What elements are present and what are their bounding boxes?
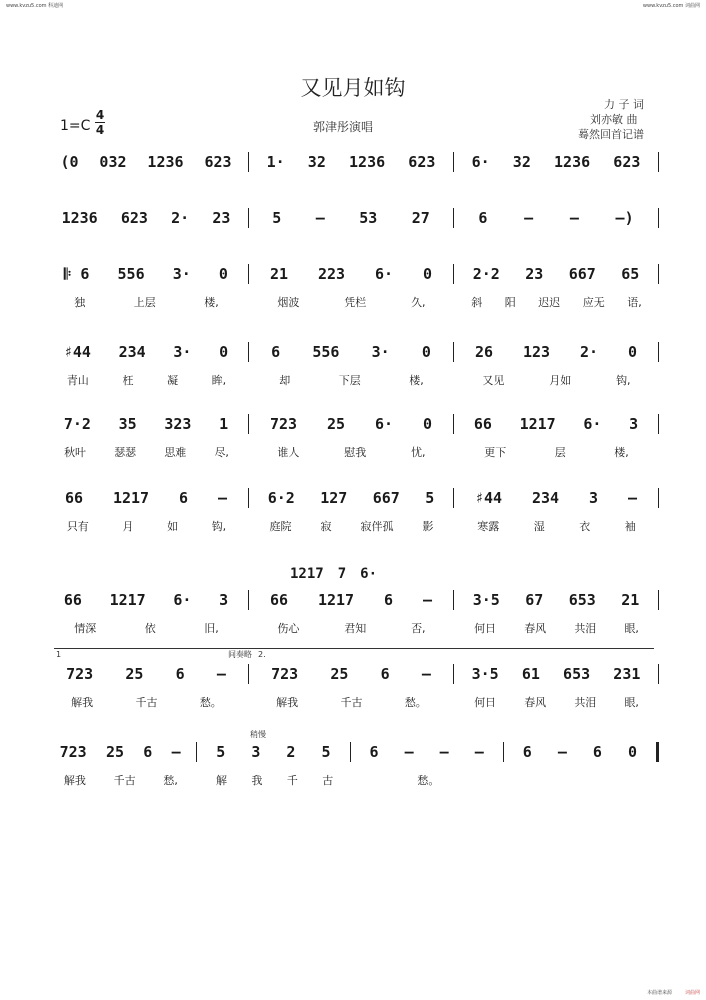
lyric-word: 楼,: [204, 296, 219, 309]
note-group: 2·: [171, 209, 190, 227]
lyric-word: 愁。: [404, 696, 427, 709]
lyric-word: 解我: [276, 696, 299, 709]
note-group: 1: [219, 415, 229, 433]
note-group: 6·: [375, 265, 394, 283]
lyric-word: 楼,: [409, 374, 424, 387]
end-barline: [658, 590, 659, 610]
lyric-word: 愁。: [417, 774, 440, 787]
upper-note: 6·: [360, 566, 378, 582]
lyric-measure: [454, 444, 659, 460]
measure: [454, 665, 658, 683]
lyric-word: 层: [554, 446, 566, 459]
watermark-right: www.kvzu5.com 词曲网: [642, 3, 700, 9]
measure: [44, 209, 248, 227]
note-group: 61: [521, 665, 540, 683]
notes-row: [44, 412, 659, 436]
note-group: 6·: [375, 415, 394, 433]
note-group: 66: [473, 415, 492, 433]
note-group: 21: [621, 591, 640, 609]
lyric-measure: [44, 694, 249, 710]
note-group: 5: [321, 743, 331, 761]
lyric-word: 斜: [471, 296, 483, 309]
notes-row: [44, 740, 659, 764]
note-group: (0: [60, 153, 79, 171]
upper-voice-notes: [290, 566, 391, 582]
note-group: 3·: [172, 265, 191, 283]
lyric-measure: [454, 620, 659, 636]
lyric-word: 慰我: [344, 446, 367, 459]
measure: [44, 343, 248, 361]
note-group: 6·: [583, 415, 602, 433]
note-group: 65: [621, 265, 640, 283]
lyric-word: 钩,: [616, 374, 631, 387]
note-group: 0: [219, 343, 229, 361]
measure: [504, 743, 656, 761]
lyric-measure: [454, 372, 659, 388]
note-group: –): [615, 209, 634, 227]
note-group: 3·: [371, 343, 390, 361]
note-group: –: [171, 743, 181, 761]
note-group: 1236: [61, 209, 98, 227]
lyric-word: 春风: [524, 622, 547, 635]
note-group: 723: [59, 743, 87, 761]
score-line: [44, 588, 659, 646]
upper-note: 1217: [290, 566, 324, 582]
volta-1: 1: [56, 650, 62, 659]
lyric-word: 千古: [340, 696, 363, 709]
note-group: 25: [330, 665, 349, 683]
measure: [454, 153, 658, 171]
lyric-word: 眼,: [624, 622, 639, 635]
score-line: [44, 262, 659, 320]
note-group: 2·2: [472, 265, 500, 283]
lyric-word: 伤心: [277, 622, 300, 635]
lyric-word: 影: [422, 520, 434, 533]
note-group: 2·: [580, 343, 599, 361]
note-group: 223: [317, 265, 346, 283]
note-group: 1217: [519, 415, 556, 433]
song-title: 又见月如钩: [300, 76, 406, 100]
lyric-word: 寒露: [477, 520, 500, 533]
note-group: 3: [589, 489, 599, 507]
lyric-word: 月: [122, 520, 134, 533]
note-group: –: [421, 665, 431, 683]
note-group: 723: [269, 415, 298, 433]
note-group: –: [524, 209, 534, 227]
note-group: 32: [307, 153, 326, 171]
note-group: –: [439, 743, 449, 761]
note-group: 6: [522, 743, 532, 761]
lyric-word: 寂伴孤: [360, 520, 394, 533]
note-group: 25: [125, 665, 144, 683]
lyric-word: 愁。: [199, 696, 222, 709]
lyric-measure: [44, 620, 249, 636]
note-group: 0: [627, 743, 637, 761]
score-line: [44, 486, 659, 544]
lyric-word: 语,: [627, 296, 642, 309]
lyric-measure: [249, 444, 454, 460]
lyric-measure: [249, 694, 454, 710]
lyric-word: 迟迟: [538, 296, 561, 309]
note-group: 25: [105, 743, 125, 761]
notes-row: [44, 206, 659, 230]
lyric-word: 解: [215, 774, 227, 787]
end-barline: [658, 342, 659, 362]
note-group: 5: [425, 489, 435, 507]
note-group: 1217: [109, 591, 146, 609]
lyric-word: 衣: [579, 520, 591, 533]
note-group: 23: [525, 265, 544, 283]
lyric-measure: [249, 294, 454, 310]
lyrics-row: [44, 294, 659, 310]
lyric-word: 尽,: [214, 446, 229, 459]
lyric-word: 解我: [63, 774, 86, 787]
lyric-measure: [44, 294, 249, 310]
note-group: 6: [143, 743, 153, 761]
measure: [44, 665, 248, 683]
upper-note: 7: [337, 566, 347, 582]
lyric-word: 否,: [411, 622, 426, 635]
note-group: –: [216, 665, 226, 683]
lyric-word: 月如: [549, 374, 572, 387]
lyric-word: 古: [322, 774, 334, 787]
lyric-word: 钩,: [211, 520, 227, 533]
note-group: –: [423, 591, 433, 609]
note-group: 1236: [147, 153, 184, 171]
lyric-word: 如: [167, 520, 179, 533]
lyric-word: 春风: [524, 696, 547, 709]
note-group: 66: [269, 591, 289, 609]
end-barline: [658, 488, 659, 508]
note-group: 6: [369, 743, 379, 761]
end-barline: [658, 152, 659, 172]
lyric-word: 凝: [167, 374, 179, 387]
lyrics-row: [44, 372, 659, 388]
note-group: 23: [212, 209, 231, 227]
measure: [454, 343, 658, 361]
lyrics-row: [44, 694, 659, 710]
note-group: ♯44: [474, 489, 503, 507]
note-group: 25: [327, 415, 346, 433]
note-group: 723: [66, 665, 94, 683]
lyric-word: 只有: [66, 520, 89, 533]
volta-bracket: [54, 648, 654, 649]
note-group: 5: [272, 209, 282, 227]
measure: [249, 489, 453, 507]
measure: [454, 591, 658, 609]
note-group: 0: [423, 265, 433, 283]
lyrics-row: [44, 772, 659, 788]
footer-right: 词曲网: [684, 990, 700, 996]
notes-row: [44, 340, 659, 364]
note-group: 21: [269, 265, 289, 283]
note-group: 27: [411, 209, 430, 227]
lyric-measure: [454, 518, 659, 534]
lyric-word: 凭栏: [344, 296, 367, 309]
lyric-word: 共泪: [574, 622, 597, 635]
note-group: 1217: [317, 591, 355, 609]
note-group: 6: [384, 591, 394, 609]
score-line: [44, 340, 659, 398]
measure: [44, 743, 196, 761]
lyric-word: 思难: [164, 446, 187, 459]
note-group: 234: [532, 489, 560, 507]
measure: [454, 209, 658, 227]
lyric-measure: [454, 694, 659, 710]
lyric-word: 秋叶: [64, 446, 87, 459]
lyrics-row: [44, 444, 659, 460]
measure: [351, 743, 503, 761]
lyric-measure: [44, 444, 249, 460]
note-group: 6·2: [267, 489, 295, 507]
note-group: 3·5: [472, 591, 500, 609]
lyric-word: 依: [144, 622, 156, 635]
notes-row: [44, 262, 659, 286]
note-group: 556: [117, 265, 145, 283]
note-group: 6: [179, 489, 189, 507]
lyric-measure: [44, 772, 198, 788]
note-group: 7·2: [63, 415, 91, 433]
measure: [44, 415, 248, 433]
note-group: 623: [120, 209, 148, 227]
lyric-word: 千古: [113, 774, 136, 787]
note-group: 53: [359, 209, 378, 227]
measure: [454, 415, 658, 433]
note-group: –: [628, 489, 638, 507]
key-signature: 1=C: [60, 118, 91, 134]
lyric-word: 解我: [71, 696, 94, 709]
lyric-measure: [44, 372, 249, 388]
lyric-word: 瑟瑟: [114, 446, 137, 459]
lyric-word: 袖: [624, 520, 636, 533]
note-group: 0: [421, 343, 431, 361]
note-group: 623: [408, 153, 436, 171]
time-top: 4: [95, 108, 105, 122]
lyric-measure: [249, 518, 454, 534]
note-group: 653: [563, 665, 591, 683]
lyric-word: 千古: [135, 696, 158, 709]
note-group: 0: [218, 265, 228, 283]
lyric-word: 我: [251, 774, 263, 787]
lyric-measure: [352, 772, 506, 788]
lyric-word: 谁人: [277, 446, 300, 459]
notes-row: [44, 150, 659, 174]
time-signature: [94, 108, 106, 137]
interlude-note: 间奏略: [228, 650, 252, 659]
note-group: 723: [271, 665, 299, 683]
lyric-word: 阳: [504, 296, 516, 309]
note-group: –: [474, 743, 484, 761]
note-group: 127: [320, 489, 348, 507]
note-group: 623: [204, 153, 232, 171]
measure: [454, 489, 658, 507]
lyric-word: 旧,: [204, 622, 219, 635]
score-line: [44, 740, 659, 798]
footer-left: 本曲谱来源: [646, 990, 672, 996]
note-group: 66: [64, 489, 84, 507]
note-group: ♯44: [63, 343, 91, 361]
lyric-word: 枉: [122, 374, 134, 387]
measure: [44, 265, 248, 283]
note-group: 1236: [554, 153, 591, 171]
note-group: –: [315, 209, 325, 227]
lyric-measure: [198, 772, 352, 788]
note-group: 1217: [112, 489, 150, 507]
measure: [454, 265, 658, 283]
notes-row: [44, 588, 659, 612]
note-group: 6: [271, 343, 281, 361]
lyric-word: 千: [286, 774, 298, 787]
score-line: [44, 412, 659, 470]
lyric-word: 却: [279, 374, 291, 387]
lyric-word: 楼,: [614, 446, 629, 459]
score-line: [44, 662, 659, 720]
lyric-measure: [454, 294, 659, 310]
lyric-word: 青山: [66, 374, 89, 387]
end-barline: [658, 414, 659, 434]
note-group: 2: [286, 743, 296, 761]
note-group: 26: [474, 343, 494, 361]
measure: [44, 591, 248, 609]
note-group: 6: [478, 209, 488, 227]
note-group: 5: [216, 743, 226, 761]
lyricist-credit: 力 子 词: [604, 98, 644, 111]
lyric-word: 眸,: [211, 374, 227, 387]
lyric-word: 湿: [533, 520, 545, 533]
end-barline: [656, 742, 659, 762]
score-line: [44, 206, 659, 264]
end-barline: [658, 264, 659, 284]
measure: [249, 153, 453, 171]
note-group: 1·: [266, 153, 285, 171]
note-group: 6: [592, 743, 602, 761]
lyric-word: 下层: [338, 374, 361, 387]
notes-row: [44, 662, 659, 686]
lyric-word: 何日: [474, 622, 497, 635]
note-group: 234: [118, 343, 146, 361]
note-group: 35: [118, 415, 137, 433]
note-group: 667: [372, 489, 400, 507]
end-barline: [658, 664, 659, 684]
lyric-word: 又见: [482, 374, 505, 387]
end-barline: [658, 208, 659, 228]
note-group: 6: [380, 665, 390, 683]
measure: [249, 591, 453, 609]
lyric-word: 情深: [74, 622, 97, 635]
measure: [249, 209, 453, 227]
note-group: 3: [251, 743, 261, 761]
lyric-word: 何日: [474, 696, 497, 709]
lyrics-row: [44, 620, 659, 636]
note-group: 667: [568, 265, 596, 283]
lyric-word: 上层: [133, 296, 156, 309]
lyric-word: 愁,: [163, 774, 178, 787]
note-group: –: [218, 489, 228, 507]
tempo-slower: 稍慢: [250, 730, 266, 739]
note-group: 32: [512, 153, 531, 171]
note-group: 231: [613, 665, 641, 683]
note-group: 123: [522, 343, 551, 361]
time-bottom: 4: [95, 123, 105, 137]
note-group: 032: [99, 153, 127, 171]
measure: [249, 343, 453, 361]
lyrics-row: [44, 518, 659, 534]
volta-2: 2.: [258, 650, 266, 659]
lyric-measure: [44, 518, 249, 534]
measure: [44, 489, 248, 507]
measure: [249, 665, 453, 683]
lyric-word: 独: [74, 296, 86, 309]
note-group: 66: [63, 591, 82, 609]
lyric-word: 忧,: [411, 446, 426, 459]
note-group: 3·5: [471, 665, 499, 683]
note-group: 556: [312, 343, 340, 361]
note-group: 6·: [173, 591, 192, 609]
lyric-word: 共泪: [574, 696, 597, 709]
note-group: 3: [219, 591, 229, 609]
lyric-word: 更下: [484, 446, 507, 459]
watermark-left: www.kvzu5.com 科迪网: [6, 3, 64, 9]
note-group: –: [557, 743, 567, 761]
transcriber-credit: 蓦然回首记谱: [578, 128, 644, 141]
note-group: 323: [164, 415, 192, 433]
note-group: 0: [628, 343, 638, 361]
measure: [197, 743, 349, 761]
lyric-word: 应无: [582, 296, 605, 309]
note-group: –: [404, 743, 414, 761]
note-group: 6: [175, 665, 185, 683]
note-group: 0: [423, 415, 433, 433]
measure: [249, 265, 453, 283]
note-group: 3: [629, 415, 639, 433]
note-group: 6·: [471, 153, 490, 171]
measure: [44, 153, 248, 171]
lyric-word: 寂: [320, 520, 332, 533]
lyric-word: 眼,: [624, 696, 639, 709]
lyric-word: 烟波: [277, 296, 300, 309]
notes-row: [44, 486, 659, 510]
lyric-measure: [249, 372, 454, 388]
note-group: 653: [568, 591, 596, 609]
lyric-word: 庭院: [269, 520, 292, 533]
lyric-measure: [249, 620, 454, 636]
composer-credit: 刘亦敏 曲: [590, 113, 638, 126]
note-group: 𝄆 6: [64, 265, 90, 283]
singer-credit: 郭津彤演唱: [313, 120, 374, 134]
lyric-measure: [505, 772, 659, 788]
note-group: 1236: [349, 153, 386, 171]
note-group: –: [569, 209, 579, 227]
lyric-word: 君知: [344, 622, 367, 635]
score-line: [44, 150, 659, 208]
lyric-word: 久,: [411, 296, 426, 309]
note-group: 67: [525, 591, 544, 609]
measure: [249, 415, 453, 433]
note-group: 3·: [173, 343, 192, 361]
note-group: 623: [613, 153, 641, 171]
